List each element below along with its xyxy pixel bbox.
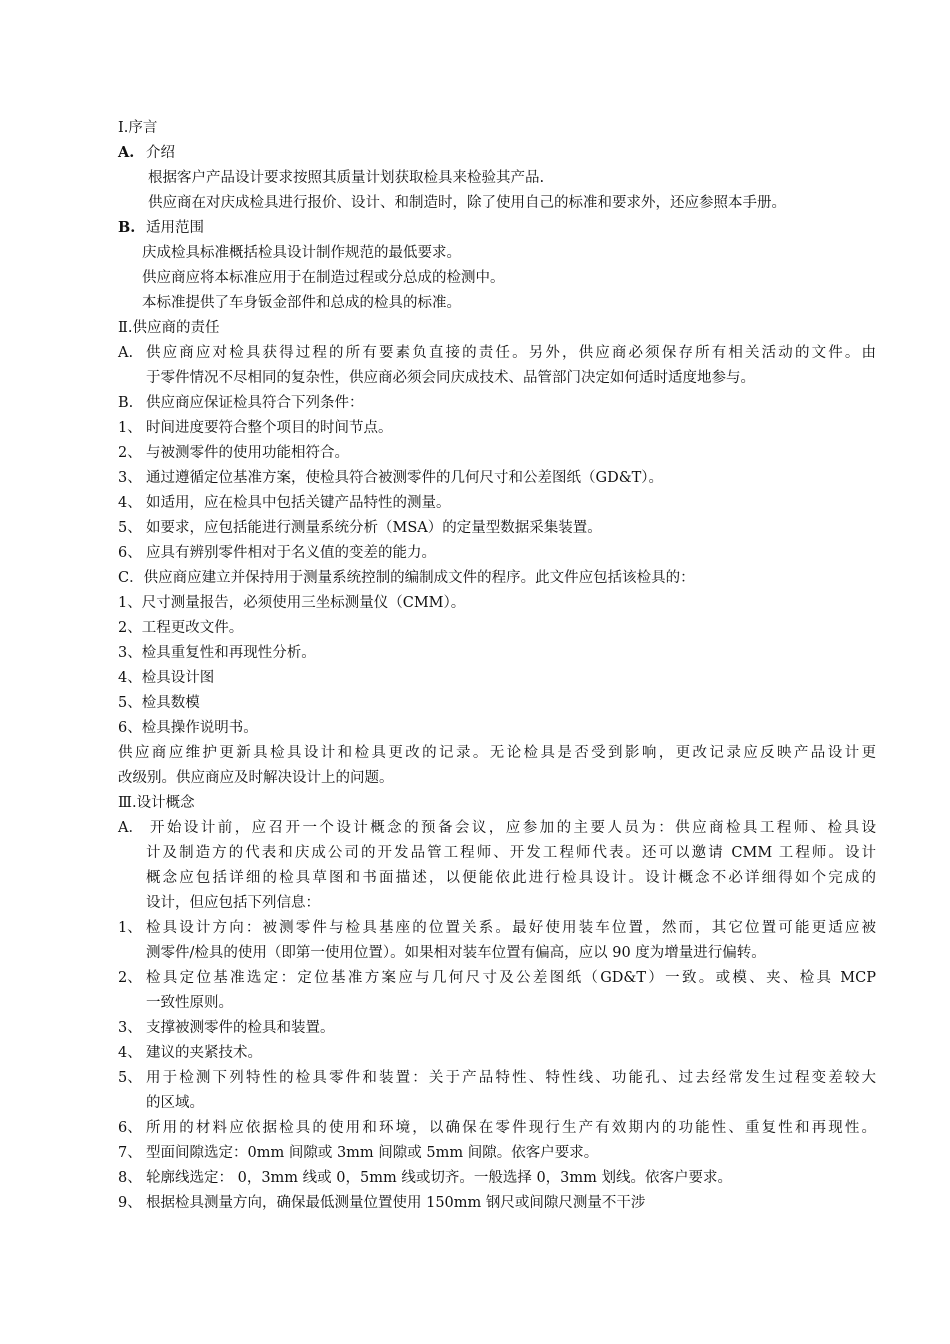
section-2b-item-3-number: 3、 [118, 470, 142, 486]
section-2b-item-2: 与被测零件的使用功能相符合。 [146, 445, 349, 461]
section-2-note-line-2: 改级别。供应商应及时解决设计上的问题。 [118, 770, 394, 786]
section-1a-paragraph-1: 根据客户产品设计要求按照其质量计划获取检具来检验其产品. [148, 170, 545, 186]
section-3-item-5-number: 5、 [118, 1070, 142, 1086]
section-2b-item-1: 时间进度要符合整个项目的时间节点。 [146, 420, 393, 436]
section-2-note-line-1: 供应商应维护更新具检具设计和检具更改的记录。无论检具是否受到影响，更改记录应反映产品设计更 [118, 745, 876, 761]
section-2c-text: C．供应商应建立并保持用于测量系统控制的编制成文件的程序。此文件应包括该检具的： [118, 570, 695, 586]
section-3-item-1-line-2: 测零件/检具的使用（即第一使用位置）。如果相对装车位置有偏高，应以 90 度为增量进行偏转。 [146, 945, 766, 961]
section-2c-item-6: 6、检具操作说明书。 [118, 720, 258, 736]
section-2b-item-1-number: 1、 [118, 420, 142, 436]
section-3-item-2-line-1: 检具定位基准选定：定位基准方案应与几何尺寸及公差图纸（GD&T）一致。或模、夹、检具 MCP [146, 970, 876, 986]
section-3-item-9: 根据检具测量方向，确保最低测量位置使用 150mm 钢尺或间隙尺测量不干涉 [146, 1195, 646, 1211]
section-2c-item-2: 2、工程更改文件。 [118, 620, 244, 636]
section-3-item-1-number: 1、 [118, 920, 142, 936]
section-3a-line-1: 开始设计前，应召开一个设计概念的预备会议，应参加的主要人员为：供应商检具工程师、检具设 [150, 820, 876, 836]
section-2b-marker: B. [118, 395, 134, 411]
section-1b-marker: B. [118, 219, 136, 236]
section-2b-item-6: 应具有辨别零件相对于名义值的变差的能力。 [146, 545, 436, 561]
section-1a-heading: 介绍 [146, 145, 175, 161]
section-2b-item-6-number: 6、 [118, 545, 142, 561]
section-3-item-3-number: 3、 [118, 1020, 142, 1036]
section-3a-line-2: 计及制造方的代表和庆成公司的开发品管工程师、开发工程师代表。还可以邀请 CMM 工程师。设计 [146, 845, 876, 861]
section-2b-text: 供应商应保证检具符合下列条件： [146, 395, 364, 411]
section-1b-heading: 适用范围 [146, 220, 204, 236]
section-3-item-6-number: 6、 [118, 1120, 142, 1136]
section-2b-item-4: 如适用，应在检具中包括关键产品特性的测量。 [146, 495, 451, 511]
section-2b-item-5: 如要求，应包括能进行测量系统分析（MSA）的定量型数据采集装置。 [146, 520, 602, 536]
section-3-item-4-number: 4、 [118, 1045, 142, 1061]
section-1b-paragraph-3: 本标准提供了车身钣金部件和总成的检具的标准。 [142, 295, 461, 311]
section-2c-item-1: 1、尺寸测量报告，必须使用三坐标测量仪（CMM）。 [118, 595, 466, 611]
section-3-item-2-line-2: 一致性原则。 [146, 995, 233, 1011]
section-3a-marker: A． [118, 820, 143, 836]
section-3-item-6: 所用的材料应依据检具的使用和环境，以确保在零件现行生产有效期内的功能性、重复性和再现性。 [146, 1120, 876, 1136]
section-1-title: Ⅰ.序言 [118, 120, 158, 136]
section-3-item-2-number: 2、 [118, 970, 142, 986]
section-2c-item-5: 5、检具数模 [118, 695, 200, 711]
section-2b-item-4-number: 4、 [118, 495, 142, 511]
section-1b-paragraph-2: 供应商应将本标准应用于在制造过程或分总成的检测中。 [142, 270, 505, 286]
section-3-item-9-number: 9、 [118, 1195, 142, 1211]
section-3-item-4: 建议的夹紧技术。 [146, 1045, 262, 1061]
section-2b-item-3: 通过遵循定位基准方案，使检具符合被测零件的几何尺寸和公差图纸（GD&T）。 [146, 470, 664, 486]
section-2c-item-4: 4、检具设计图 [118, 670, 215, 686]
section-2c-item-3: 3、检具重复性和再现性分析。 [118, 645, 316, 661]
section-3-item-5-line-2: 的区域。 [146, 1095, 204, 1111]
section-3-item-7-number: 7、 [118, 1145, 142, 1161]
section-3-item-3: 支撑被测零件的检具和装置。 [146, 1020, 335, 1036]
section-3-item-7: 型面间隙选定：0mm 间隙或 3mm 间隙或 5mm 间隙。依客户要求。 [146, 1145, 599, 1161]
section-2b-item-2-number: 2、 [118, 445, 142, 461]
section-1a-paragraph-2: 供应商在对庆成检具进行报价、设计、和制造时，除了使用自己的标准和要求外，还应参照本手册。 [148, 195, 786, 211]
section-2a-line-2: 于零件情况不尽相同的复杂性，供应商必须会同庆成技术、品管部门决定如何适时适度地参与。 [146, 370, 755, 386]
section-1a-marker: A. [118, 144, 135, 161]
section-1b-paragraph-1: 庆成检具标准概括检具设计制作规范的最低要求。 [142, 245, 461, 261]
section-2-title: Ⅱ.供应商的责任 [118, 320, 220, 336]
section-3-item-5-line-1: 用于检测下列特性的检具零件和装置：关于产品特性、特性线、功能孔、过去经常发生过程变差较大 [146, 1070, 876, 1086]
section-2a-line-1: 供应商应对检具获得过程的所有要素负直接的责任。另外，供应商必须保存所有相关活动的文件。由 [146, 345, 876, 361]
section-3-item-8-number: 8、 [118, 1170, 142, 1186]
section-3-item-1-line-1: 检具设计方向：被测零件与检具基座的位置关系。最好使用装车位置，然而，其它位置可能更适应被 [146, 920, 876, 936]
section-2b-item-5-number: 5、 [118, 520, 142, 536]
section-3-item-8: 轮廓线选定： 0，3mm 线或 0，5mm 线或切齐。一般选择 0，3mm 划线。依客户要求。 [146, 1170, 733, 1186]
section-3-title: Ⅲ.设计概念 [118, 795, 195, 811]
section-3a-line-3: 概念应包括详细的检具草图和书面描述，以便能依此进行检具设计。设计概念不必详细得如个完成的 [146, 870, 876, 886]
section-2a-marker: A. [118, 345, 134, 361]
section-3a-line-4: 设计，但应包括下列信息： [146, 895, 320, 911]
